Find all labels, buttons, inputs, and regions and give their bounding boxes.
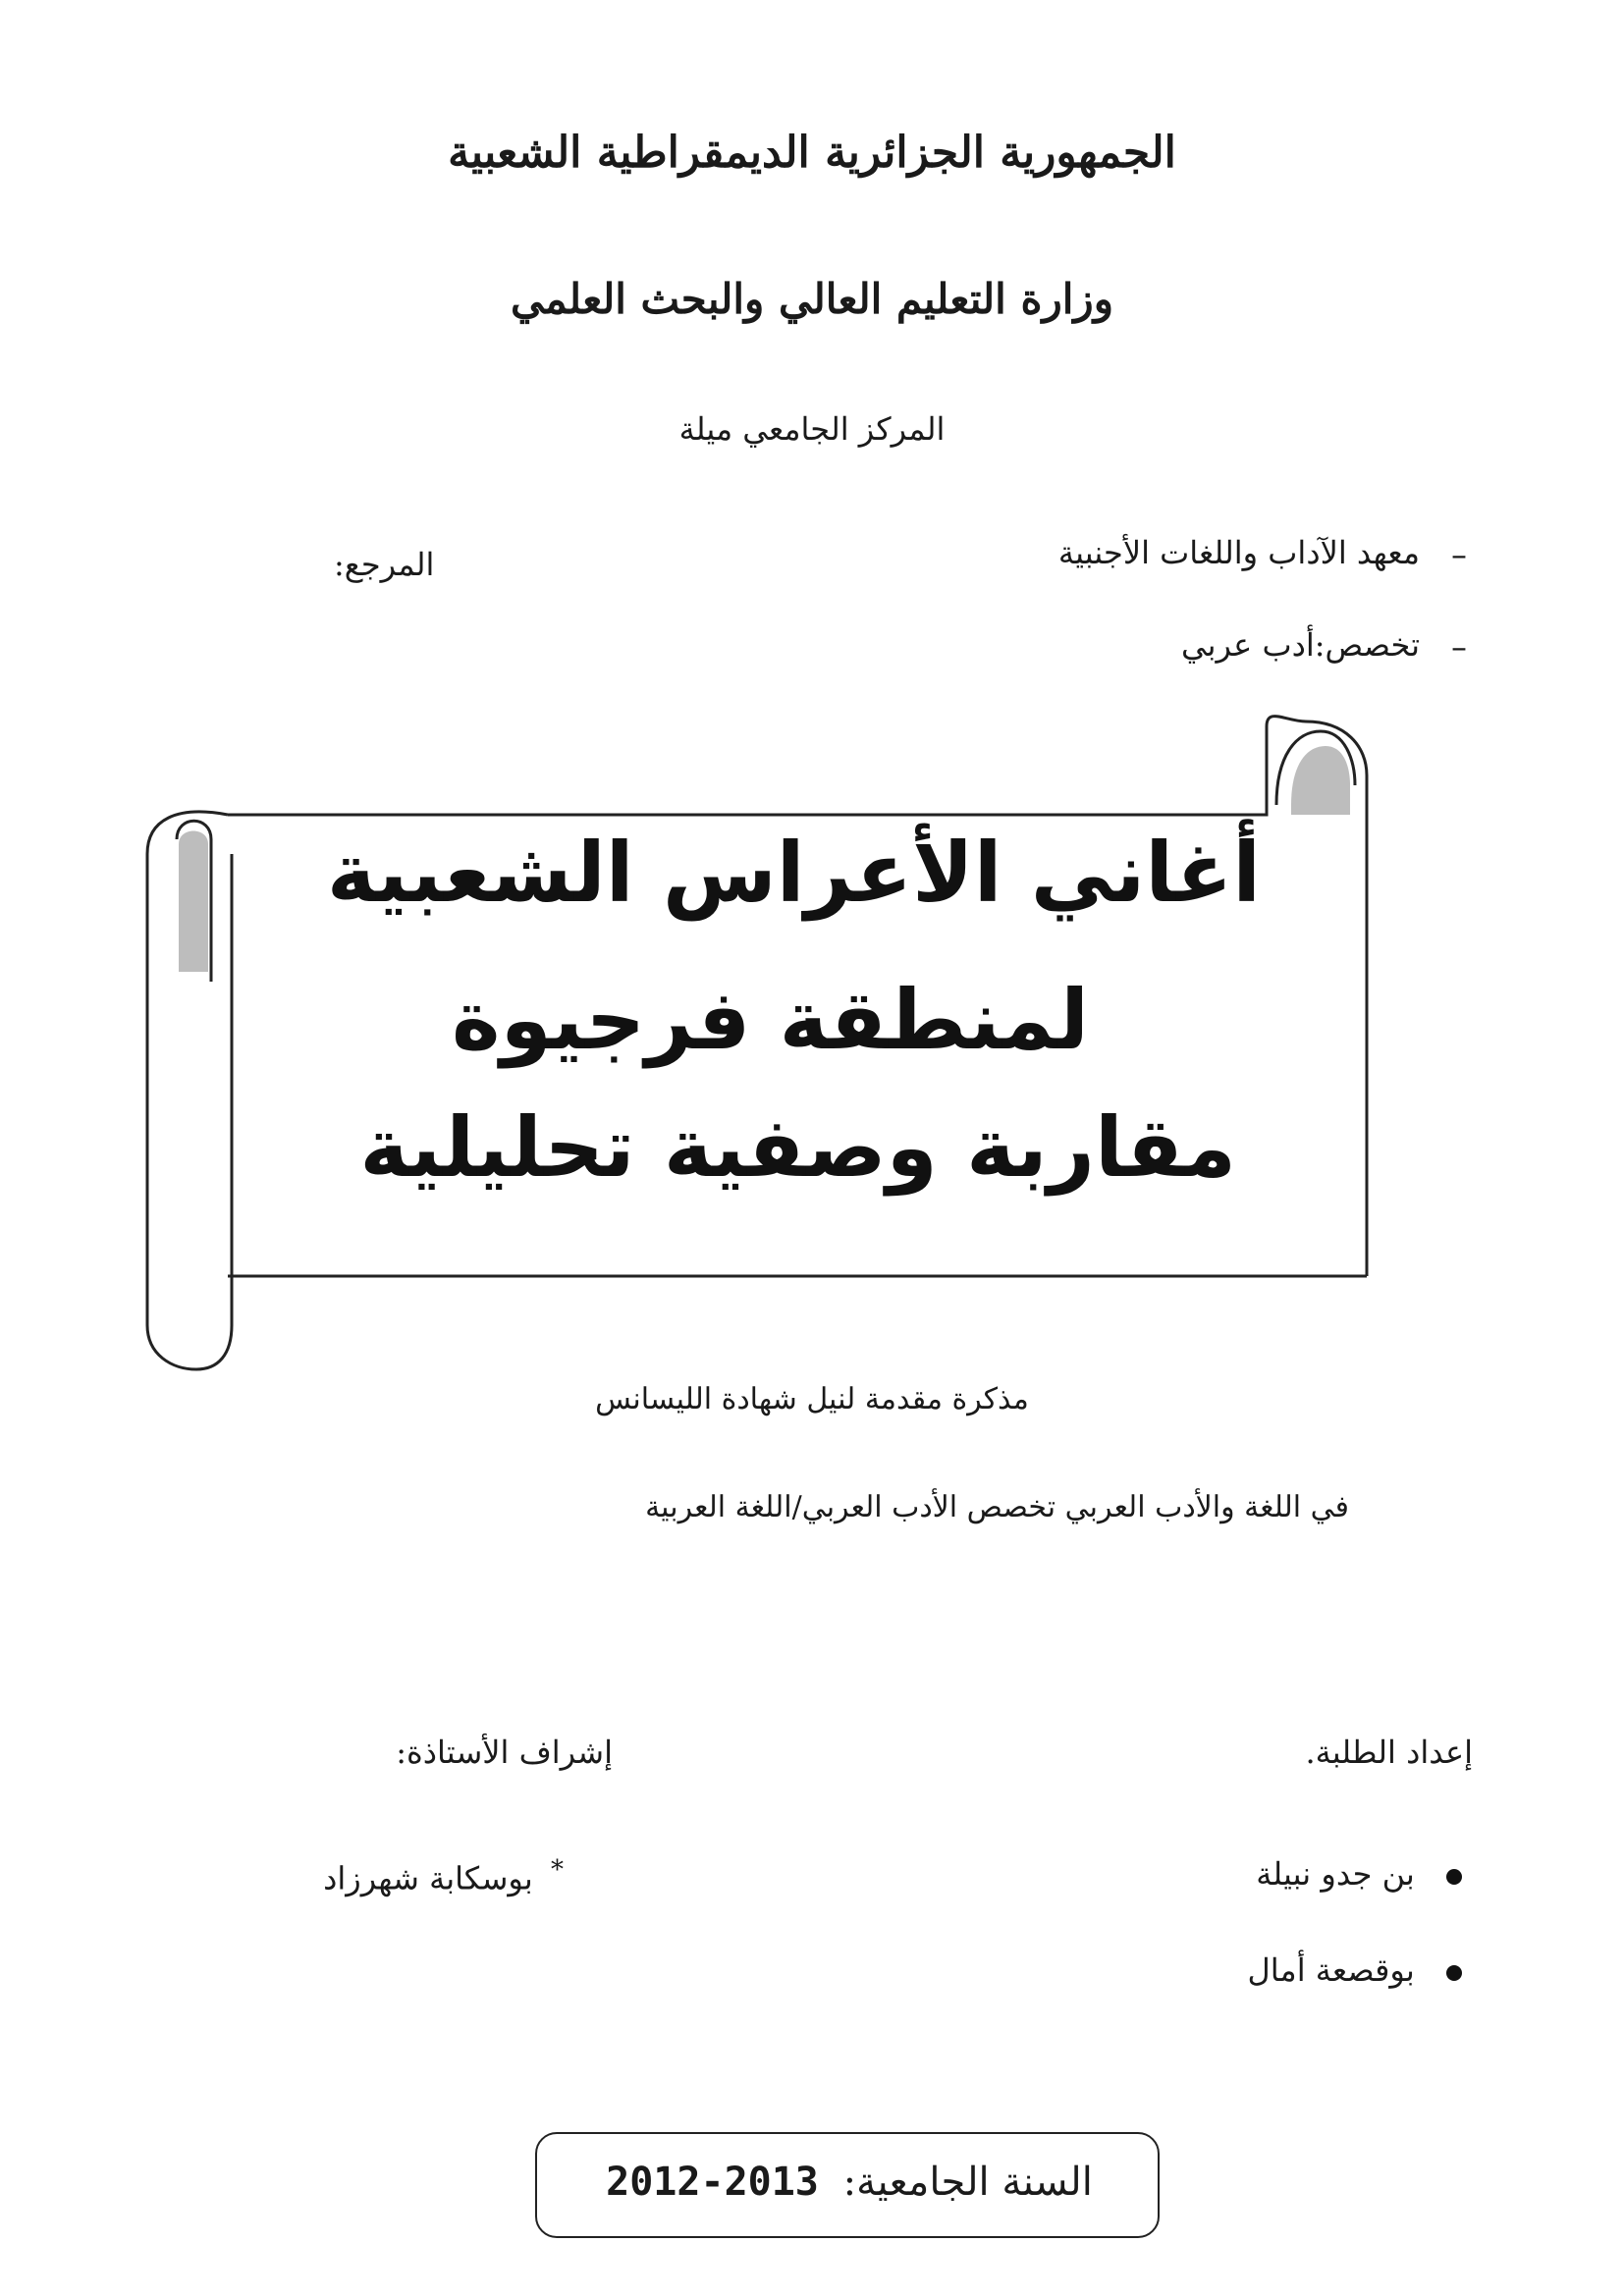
supervisor-line [323, 1855, 564, 1897]
title-line-1: أغاني الأعراس الشعبية [326, 825, 1261, 921]
specialty-line: تخصص:أدب عربي [1180, 626, 1420, 664]
academic-year-text [537, 2160, 1162, 2205]
supervisor-name: بوسكابة شهرزاد [323, 1859, 533, 1897]
institute-line: معهد الآداب واللغات الأجنبية [1057, 534, 1420, 571]
institute-dash: – [1451, 536, 1467, 573]
student-item [1256, 1855, 1462, 1893]
academic-year-value: 2013-2012 [606, 2160, 819, 2205]
thesis-line-1: مذكرة مقدمة لنيل شهادة الليسانس [595, 1382, 1029, 1416]
bullet-icon [1446, 1965, 1462, 1981]
academic-year-box [535, 2132, 1160, 2238]
republic-heading: الجمهورية الجزائرية الديمقراطية الشعبية [448, 128, 1176, 178]
supervisor-label: إشراف الأستاذة: [396, 1734, 613, 1771]
supervisor-marker: * [551, 1855, 564, 1885]
title-line-3: مقاربة وصفية تحليلية [359, 1099, 1236, 1196]
ministry-heading: وزارة التعليم العالي والبحث العلمي [511, 275, 1113, 323]
academic-year-label: السنة الجامعية: [842, 2160, 1093, 2205]
bullet-icon [1446, 1869, 1462, 1885]
students-label: إعداد الطلبة. [1305, 1734, 1473, 1771]
student-item [1248, 1951, 1462, 1989]
university-center: المركز الجامعي ميلة [678, 410, 946, 448]
student-name: بن جدو نبيلة [1256, 1855, 1415, 1893]
reference-label: المرجع: [334, 546, 435, 583]
specialty-dash: – [1451, 628, 1467, 666]
student-name: بوقصعة أمال [1247, 1951, 1415, 1989]
title-line-2: لمنطقة فرجيوة [452, 972, 1089, 1068]
thesis-line-2: في اللغة والأدب العربي تخصص الأدب العربي/اللغة العربية [645, 1490, 1349, 1524]
